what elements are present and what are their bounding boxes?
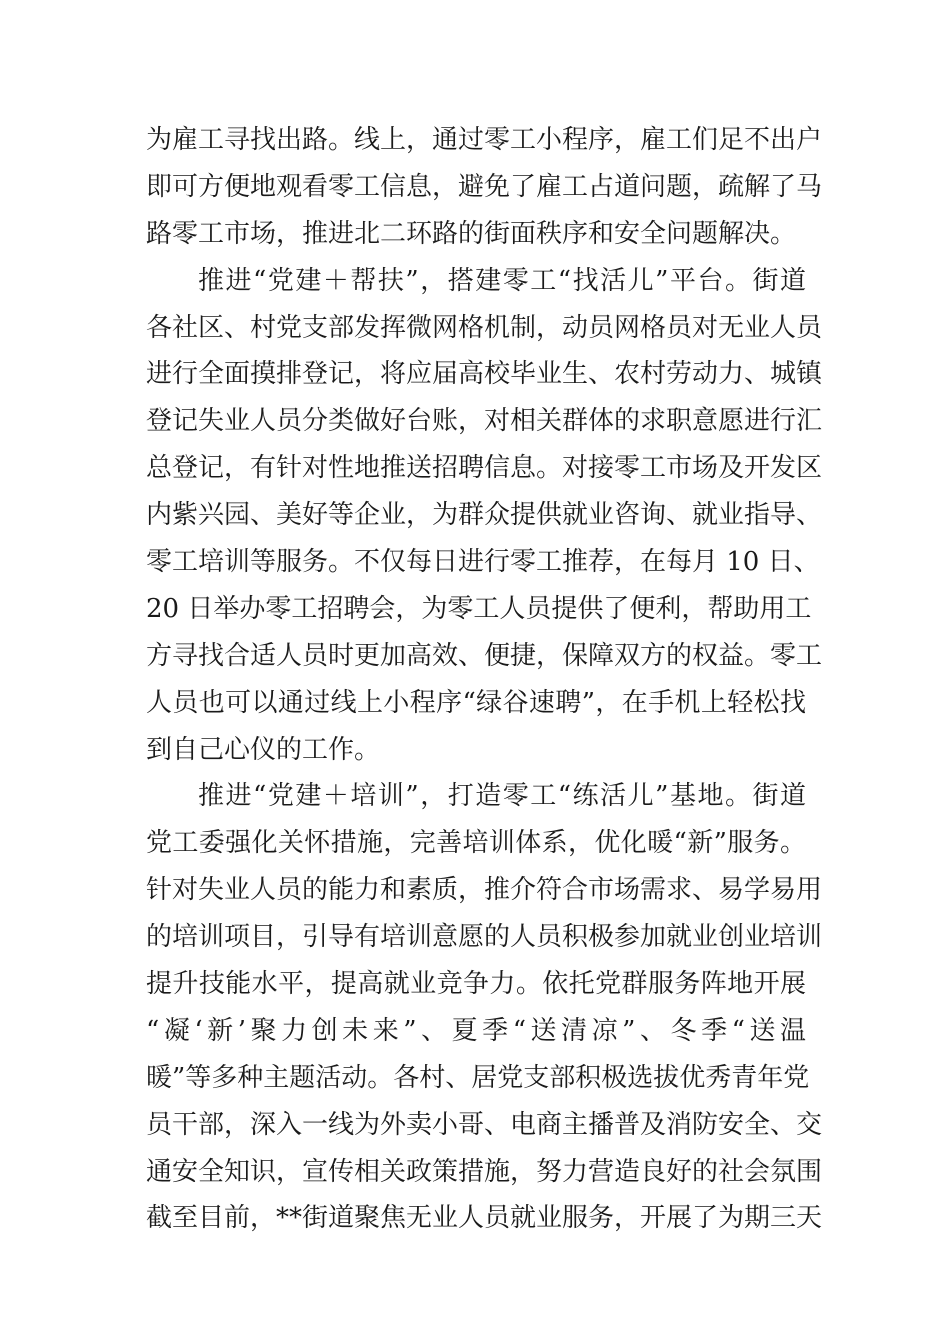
text-line: 到自己心仪的工作。: [146, 734, 381, 765]
text-line: 截至目前，**街道聚焦无业人员就业服务，开展了为期三天: [146, 1203, 823, 1234]
text-line: 20 日举办零工招聘会，为零工人员提供了便利，帮助用工: [146, 593, 812, 624]
body-text: [146, 117, 823, 1242]
text-line: 推进“党建＋帮扶”，搭建零工“找活儿”平台。街道: [198, 265, 806, 296]
text-line: 零工培训等服务。不仅每日进行零工推荐，在每月 10 日、: [146, 547, 820, 578]
text-line: 通安全知识，宣传相关政策措施，努力营造良好的社会氛围: [146, 1156, 823, 1187]
text-line: 暖”等多种主题活动。各村、居党支部积极选拔优秀青年党: [146, 1062, 810, 1093]
text-line: 为雇工寻找出路。线上，通过零工小程序，雇工们足不出户: [146, 125, 823, 155]
text-line: 内紫兴园、美好等企业，为群众提供就业咨询、就业指导、: [146, 500, 823, 531]
text-line: 总登记，有针对性地推送招聘信息。对接零工市场及开发区: [146, 453, 823, 484]
text-line: 推进“党建＋培训”，打造零工“练活儿”基地。街道: [198, 781, 806, 812]
text-line: 党工委强化关怀措施，完善培训体系，优化暖“新”服务。: [146, 828, 806, 859]
text-line: 针对失业人员的能力和素质，推介符合市场需求、易学易用: [146, 875, 823, 906]
text-line: 的培训项目，引导有培训意愿的人员积极参加就业创业培训: [146, 922, 823, 953]
text-line: 即可方便地观看零工信息，避免了雇工占道问题，疏解了马: [146, 171, 823, 202]
text-line: 员干部，深入一线为外卖小哥、电商主播普及消防安全、交: [146, 1109, 823, 1140]
text-line: 进行全面摸排登记，将应届高校毕业生、农村劳动力、城镇: [146, 359, 823, 390]
text-line: 登记失业人员分类做好台账，对相关群体的求职意愿进行汇: [146, 406, 823, 437]
text-line: 各社区、村党支部发挥微网格机制，动员网格员对无业人员: [146, 312, 823, 343]
text-line: 路零工市场，推进北二环路的街面秩序和安全问题解决。: [146, 218, 797, 249]
text-line: 人员也可以通过线上小程序“绿谷速聘”，在手机上轻松找: [146, 687, 806, 718]
text-line: “凝‘新’聚力创未来”、夏季“送清凉”、冬季“送温: [146, 1015, 806, 1046]
text-line: 方寻找合适人员时更加高效、便捷，保障双方的权益。零工: [146, 640, 823, 671]
text-line: 提升技能水平，提高就业竞争力。依托党群服务阵地开展: [146, 969, 806, 1000]
